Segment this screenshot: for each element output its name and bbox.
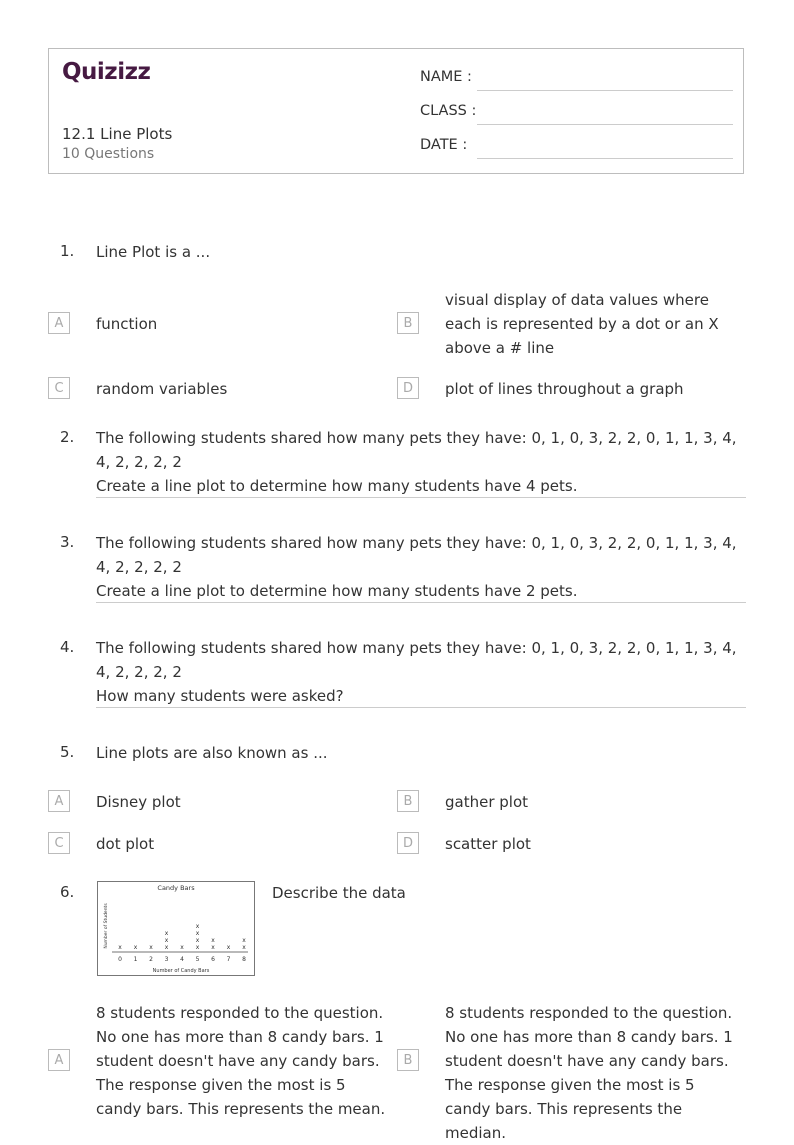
- question-5-number: 5.: [60, 743, 75, 761]
- class-line[interactable]: [477, 124, 733, 125]
- tick-label-1: 1: [133, 956, 138, 963]
- question-4-text: The following students shared how many pets they have: 0, 1, 0, 3, 2, 2, 0, 1, 1, 3, 4, 4, 2, 2, 2, 2: [96, 639, 737, 681]
- worksheet-header: [48, 48, 744, 174]
- question-3-text: The following students shared how many pets they have: 0, 1, 0, 3, 2, 2, 0, 1, 1, 3, 4, 4, 2, 2, 2, 2: [96, 534, 737, 576]
- chart-y-label: Number of Students: [104, 903, 109, 949]
- option-a-text: function: [96, 315, 158, 333]
- date-label: DATE :: [420, 137, 468, 153]
- question-3-number: 3.: [60, 533, 75, 551]
- question-4-answer-line[interactable]: [96, 707, 746, 708]
- tick-label-2: 2: [149, 956, 153, 963]
- name-label: NAME :: [420, 69, 472, 85]
- plot-mark-6-2: x: [211, 937, 215, 944]
- question-1-text: Line Plot is a ...: [96, 243, 211, 261]
- question-2-prompt: Create a line plot to determine how many students have 4 pets.: [96, 477, 578, 495]
- question-2-text: The following students shared how many pets they have: 0, 1, 0, 3, 2, 2, 0, 1, 1, 3, 4, 4, 2, 2, 2, 2: [96, 429, 737, 471]
- chart-x-label: Number of Candy Bars: [152, 968, 210, 974]
- class-field[interactable]: [420, 103, 733, 123]
- date-line[interactable]: [477, 158, 733, 159]
- chart-title: Candy Bars: [157, 884, 195, 892]
- date-field[interactable]: [420, 137, 733, 157]
- plot-mark-5-4: x: [195, 923, 200, 930]
- option-b-text: gather plot: [445, 793, 529, 811]
- question-4-prompt: How many students were asked?: [96, 687, 344, 705]
- tick-label-0: 0: [118, 956, 122, 963]
- candy-bars-chart: [98, 882, 254, 975]
- option-b-box[interactable]: B: [397, 790, 419, 812]
- plot-mark-0-1: x: [118, 944, 122, 951]
- plot-mark-5-2: x: [195, 937, 200, 944]
- option-d-text: scatter plot: [445, 835, 531, 853]
- tick-label-3: 3: [164, 956, 169, 963]
- question-3-answer-line[interactable]: [96, 602, 746, 603]
- name-line[interactable]: [477, 90, 733, 91]
- option-b-text: 8 students responded to the question. No one has more than 8 candy bars. 1 student doesn't have any candy bars. The response given the most is 5 candy bars. This represents the median.: [445, 1004, 733, 1142]
- plot-mark-6-1: x: [211, 944, 215, 951]
- option-b-text: visual display of data values where each is represented by a dot or an X above a # line: [445, 291, 719, 357]
- option-a-text: Disney plot: [96, 793, 181, 811]
- plot-mark-8-2: x: [242, 937, 246, 944]
- plot-mark-3-2: x: [164, 937, 169, 944]
- option-b-box[interactable]: B: [397, 312, 419, 334]
- option-d-box[interactable]: D: [397, 377, 419, 399]
- question-4-number: 4.: [60, 638, 75, 656]
- plot-mark-7-1: x: [226, 944, 231, 951]
- tick-label-6: 6: [211, 956, 215, 963]
- question-2-answer-line[interactable]: [96, 497, 746, 498]
- tick-label-5: 5: [195, 956, 200, 963]
- plot-mark-3-1: x: [164, 944, 169, 951]
- plot-mark-2-1: x: [149, 944, 153, 951]
- option-c-box[interactable]: C: [48, 832, 70, 854]
- candy-bars-line-plot: [97, 881, 255, 976]
- option-c-text: random variables: [96, 380, 228, 398]
- question-3-prompt: Create a line plot to determine how many students have 2 pets.: [96, 582, 578, 600]
- question-2-number: 2.: [60, 428, 75, 446]
- worksheet-title: 12.1 Line Plots: [62, 125, 173, 143]
- question-5-text: Line plots are also known as ...: [96, 744, 328, 762]
- class-label: CLASS :: [420, 103, 477, 119]
- option-d-text: plot of lines throughout a graph: [445, 380, 684, 398]
- plot-mark-5-3: x: [195, 930, 200, 937]
- tick-label-7: 7: [226, 956, 231, 963]
- plot-mark-4-1: x: [180, 944, 184, 951]
- plot-mark-3-3: x: [164, 930, 169, 937]
- option-a-text: 8 students responded to the question. No one has more than 8 candy bars. 1 student doesn't have any candy bars. The response given the most is 5 candy bars. This represents the mean.: [96, 1004, 386, 1118]
- option-b-box[interactable]: B: [397, 1049, 419, 1071]
- option-d-box[interactable]: D: [397, 832, 419, 854]
- tick-label-4: 4: [180, 956, 184, 963]
- question-6-number: 6.: [60, 883, 75, 901]
- question-6-text: Describe the data: [272, 884, 406, 902]
- plot-mark-1-1: x: [133, 944, 138, 951]
- option-a-box[interactable]: A: [48, 1049, 70, 1071]
- plot-mark-5-1: x: [195, 944, 200, 951]
- option-a-box[interactable]: A: [48, 790, 70, 812]
- question-1-number: 1.: [60, 242, 75, 260]
- question-count: 10 Questions: [62, 146, 155, 162]
- option-a-box[interactable]: A: [48, 312, 70, 334]
- plot-mark-8-1: x: [242, 944, 246, 951]
- tick-label-8: 8: [242, 956, 246, 963]
- quizizz-logo: Quizizz: [62, 59, 151, 85]
- name-field[interactable]: [420, 69, 733, 89]
- option-c-text: dot plot: [96, 835, 155, 853]
- option-c-box[interactable]: C: [48, 377, 70, 399]
